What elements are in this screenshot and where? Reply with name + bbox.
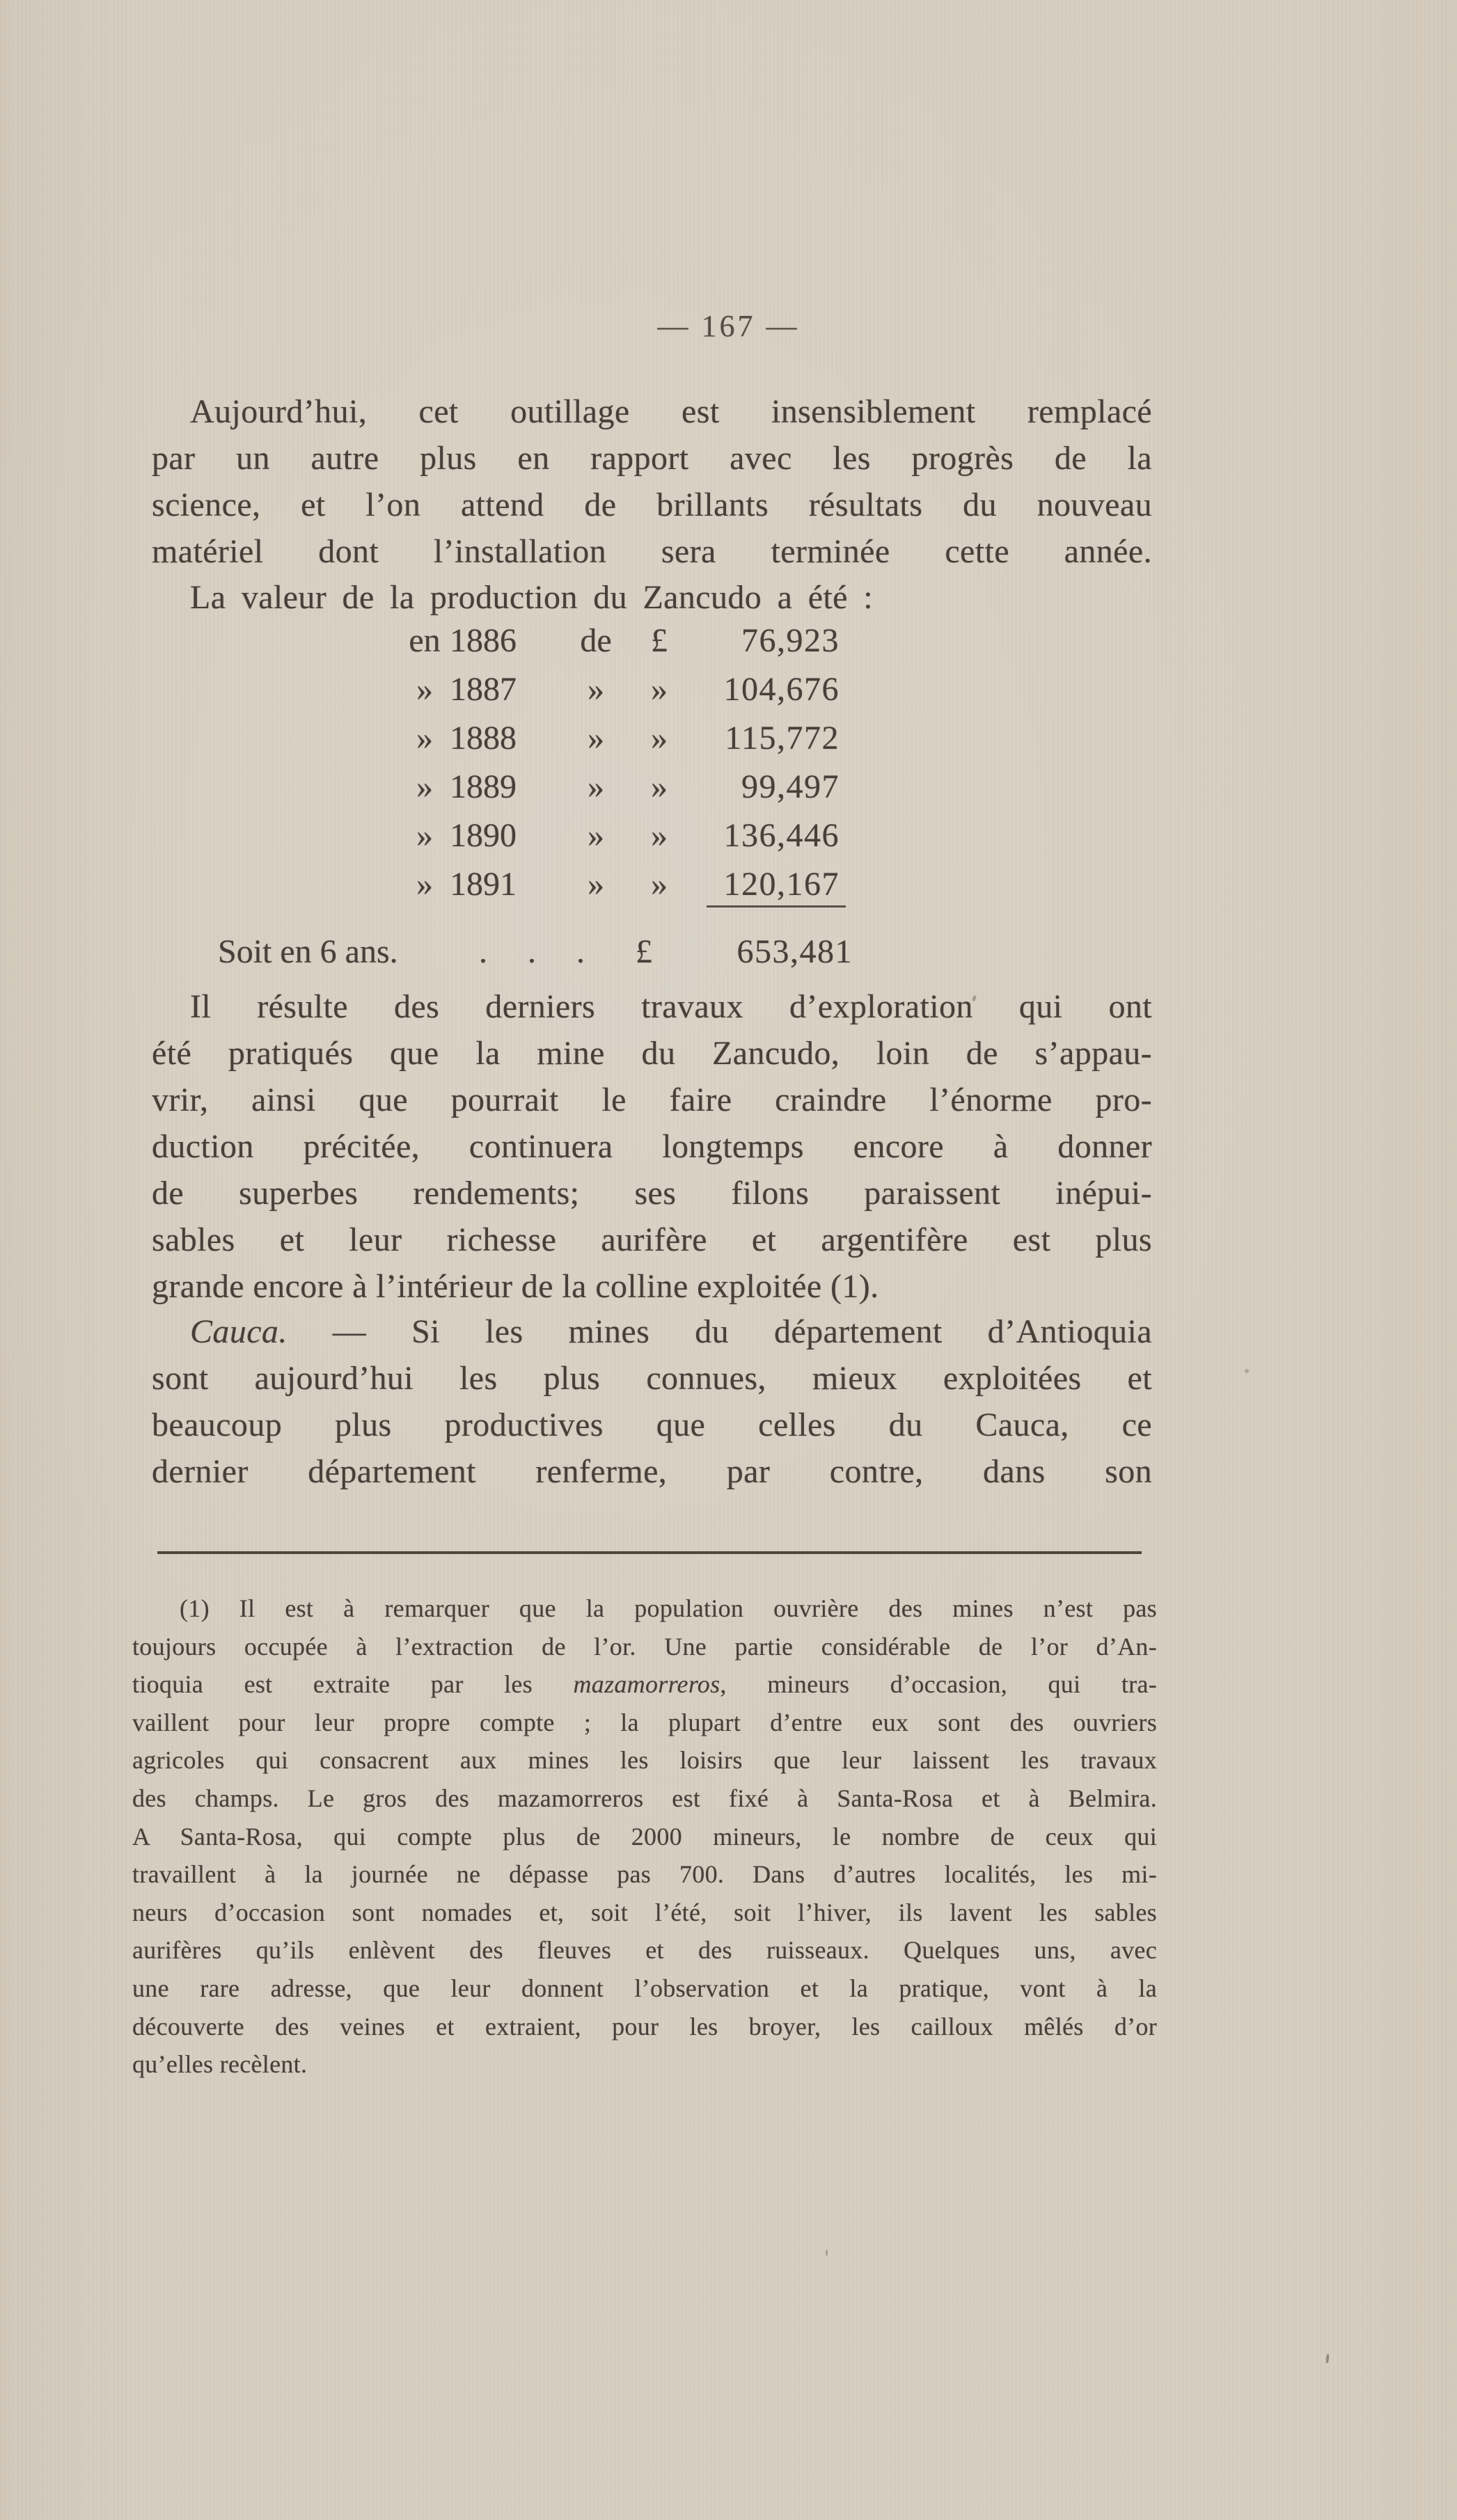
table-cell-de: » <box>588 768 604 805</box>
table-cell-prefix: » <box>416 720 433 756</box>
paragraph-cauca <box>152 1308 1152 1495</box>
footnote-line: vaillent pour leur propre compte ; la plupart d’entre eux sont des ouvriers <box>132 1708 1157 1736</box>
table-cell-prefix: » <box>416 817 433 854</box>
table-cell-currency: » <box>651 768 668 805</box>
table-cell-currency: » <box>651 866 668 903</box>
text-column <box>132 0 1157 2520</box>
text-line: duction précitée, continuera longtemps encore à donner <box>152 1128 1152 1165</box>
table-cell-year: 1889 <box>450 768 517 805</box>
mazamorreros-italic: mazamorreros <box>573 1670 720 1699</box>
total-label: Soit en 6 ans. <box>218 933 398 970</box>
text-line: été pratiqués que la mine du Zancudo, loin de s’appau- <box>152 1035 1152 1072</box>
text-line: sables et leur richesse aurifère et argentifère est plus <box>152 1221 1152 1258</box>
text-line: matériel dont l’installation sera terminée cette année. <box>152 533 1152 570</box>
page-number: — 167 — <box>657 309 800 343</box>
table-cell-de: » <box>588 720 604 756</box>
footnote-line: toujours occupée à l’extraction de l’or. Une partie considérable de l’or d’An- <box>132 1632 1157 1661</box>
table-cell-year: 1887 <box>450 671 517 708</box>
table-cell-amount: 76,923 <box>741 622 840 659</box>
table-cell-currency: £ <box>651 622 668 659</box>
text-line: par un autre plus en rapport avec les progrès de la <box>152 440 1152 477</box>
text-line: Il résulte des derniers travaux d’exploration qui ont <box>190 988 1152 1025</box>
footnote-line: agricoles qui consacrent aux mines les loisirs que leur laissent les travaux <box>132 1746 1157 1775</box>
dot-leaders: ... <box>479 933 625 970</box>
table-row <box>152 763 1152 811</box>
footnote-line: travaillent à la journée ne dépasse pas 700. Dans d’autres localités, les mi- <box>132 1860 1157 1889</box>
table-cell-year: 1886 <box>450 622 517 659</box>
table-cell-prefix: » <box>416 768 433 805</box>
table-cell-amount: 136,446 <box>723 817 840 854</box>
production-intro-line: La valeur de la production du Zancudo a été : <box>190 579 873 616</box>
text-line <box>152 1308 1152 1355</box>
footnote-line: des champs. Le gros des mazamorreros est fixé à Santa-Rosa et à Belmira. <box>132 1784 1157 1812</box>
footnote-line: qu’elles recèlent. <box>132 2050 308 2079</box>
footnote-line: neurs d’occasion sont nomades et, soit l’été, soit l’hiver, ils lavent les sables <box>132 1898 1157 1926</box>
cauca-lead-italic: Cauca. <box>190 1313 288 1350</box>
footnote-line: (1) Il est à remarquer que la population ouvrière des mines n’est pas <box>180 1594 1157 1622</box>
table-cell-de: de <box>580 622 612 659</box>
total-rule <box>707 905 846 908</box>
footnote-line: aurifères qu’ils enlèvent des fleuves et des ruisseaux. Quelques uns, avec <box>132 1936 1157 1965</box>
table-cell-currency: » <box>651 817 668 854</box>
paper-speck <box>826 2249 828 2256</box>
table-row <box>152 811 1152 860</box>
total-row <box>152 928 1152 975</box>
footnote-segment: , mineurs d’occasion, qui tra- <box>720 1670 1157 1699</box>
total-currency: £ <box>636 933 652 970</box>
paper-speck <box>1245 1369 1249 1373</box>
table-cell-currency: » <box>651 720 668 756</box>
footnote-line <box>132 1665 1157 1704</box>
table-cell-de: » <box>588 866 604 903</box>
table-cell-amount: 115,772 <box>725 720 840 756</box>
text-line: dernier département renferme, par contre, dans son <box>152 1453 1152 1490</box>
footnote-line: une rare adresse, que leur donnent l’observation et la pratique, vont à la <box>132 1974 1157 2002</box>
total-amount: 653,481 <box>737 933 853 970</box>
table-cell-year: 1888 <box>450 720 517 756</box>
table-cell-prefix: » <box>416 671 433 708</box>
table-cell-amount: 120,167 <box>723 866 840 903</box>
footnote <box>132 1590 1157 2084</box>
footnote-line: découverte des veines et extraient, pour les broyer, les cailloux mêlés d’or <box>132 2012 1157 2040</box>
cauca-lead-rest: — Si les mines du département d’Antioquia <box>287 1313 1152 1350</box>
paragraph-exploration <box>152 983 1152 1310</box>
footnote-line: A Santa-Rosa, qui compte plus de 2000 mineurs, le nombre de ceux qui <box>132 1822 1157 1851</box>
table-cell-de: » <box>588 671 604 708</box>
table-row <box>152 665 1152 714</box>
text-line: Aujourd’hui, cet outillage est insensiblement remplacé <box>190 393 1152 430</box>
table-cell-amount: 104,676 <box>723 671 840 708</box>
table-cell-year: 1891 <box>450 866 517 903</box>
table-cell-currency: » <box>651 671 668 708</box>
table-row <box>152 617 1152 665</box>
text-line: de superbes rendements; ses filons paraissent inépui- <box>152 1175 1152 1212</box>
table-cell-amount: 99,497 <box>741 768 840 805</box>
table-cell-year: 1890 <box>450 817 517 854</box>
table-row <box>152 860 1152 909</box>
table-row <box>152 714 1152 763</box>
text-line: vrir, ainsi que pourrait le faire craindre l’énorme pro- <box>152 1081 1152 1118</box>
paragraph-outillage <box>152 388 1152 575</box>
footnote-segment: tioquia est extraite par les <box>132 1670 574 1699</box>
table-cell-prefix: » <box>416 866 433 903</box>
paper-speck <box>1325 2354 1329 2363</box>
footnote-rule <box>157 1551 1142 1554</box>
text-line: sont aujourd’hui les plus connues, mieux exploitées et <box>152 1360 1152 1397</box>
table-cell-de: » <box>588 817 604 854</box>
production-table <box>152 617 1152 909</box>
text-line: grande encore à l’intérieur de la colline exploitée (1). <box>152 1268 879 1305</box>
table-cell-prefix: en <box>409 622 441 659</box>
text-line: science, et l’on attend de brillants résultats du nouveau <box>152 486 1152 523</box>
text-line: beaucoup plus productives que celles du Cauca, ce <box>152 1406 1152 1443</box>
